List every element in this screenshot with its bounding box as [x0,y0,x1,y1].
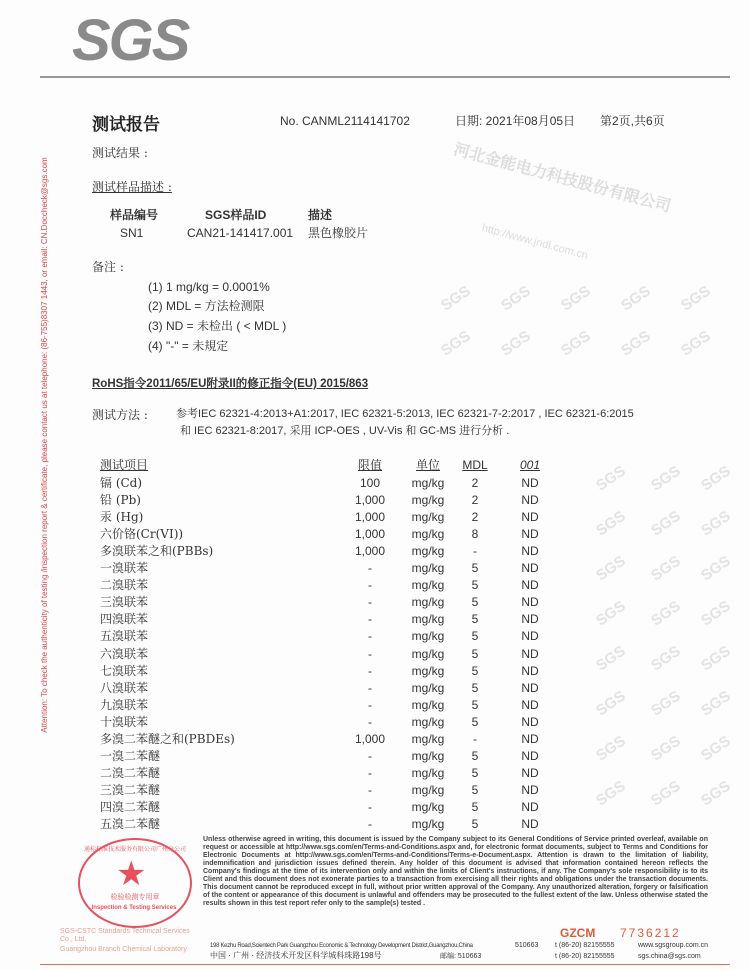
result-001: ND [521,629,539,644]
sgs-watermark: SGS [697,507,734,540]
table-row [100,817,560,834]
page-title: 测试报告 [92,115,160,134]
limit: 1,000 [354,493,386,508]
method-line-1: 参考IEC 62321-4:2013+A1:2017, IEC 62321-5:2013, IEC 62321-7-2:2017 , IEC 62321-6:2015 [176,408,634,420]
table-row [100,629,560,646]
unit: mg/kg [411,714,445,729]
note-item: (2) MDL = 方法检测限 [148,299,265,313]
note-item: (4) "-" = 未規定 [148,339,229,353]
table-row [100,493,560,510]
sgs-watermark: SGS [697,462,734,495]
sample-header-no: 样品编号 [110,208,159,222]
footer-company-2: Guangzhou Branch Chemical Laboratory [60,946,187,953]
result-001: ND [521,527,539,542]
table-row [100,749,560,766]
limit: - [368,612,372,627]
table-row [100,544,560,561]
serial-number: 7736212 [620,926,681,940]
limit: 1,000 [354,544,386,559]
limit: - [368,578,372,593]
result-001: ND [521,476,539,490]
sgs-watermark: SGS [437,282,474,315]
mdl: 5 [471,817,479,831]
item-name: 镉 (Cd) [100,476,143,490]
item-name: 多溴二苯醚之和(PBDEs) [100,731,235,746]
unit: mg/kg [411,629,445,644]
sgs-watermark: SGS [647,597,684,630]
item-name: 七溴联苯 [100,663,149,678]
mdl: 5 [471,714,479,729]
result-001: ND [521,595,539,610]
report-date: 日期: 2021年08月05日 [455,114,576,128]
item-name: 十溴联苯 [100,714,149,729]
mdl: 5 [471,765,479,780]
page-indicator: 第2页,共6页 [600,114,665,128]
company-watermark: 河北金能电力科技股份有限公司 [451,141,673,216]
email-link[interactable]: sgs.china@sgs.com [638,953,701,960]
item-name: 四溴二苯醚 [100,799,161,814]
sgs-watermark: SGS [557,327,594,360]
unit: mg/kg [411,731,445,746]
limit: - [368,663,372,678]
mdl: 5 [471,680,479,695]
sgs-watermark: SGS [677,327,714,360]
mdl: 5 [471,646,479,661]
sgs-watermark: SGS [677,282,714,315]
sgs-watermark: SGS [497,282,534,315]
sample-id: CAN21-141417.001 [187,226,294,240]
unit: mg/kg [411,561,445,576]
table-row [100,647,560,664]
result-001: ND [521,748,539,763]
result-001: ND [521,544,539,559]
item-name: 五溴联苯 [100,629,149,644]
item-name: 二溴联苯 [100,578,149,593]
url-watermark: http://www.jndl.com.cn [480,222,590,262]
table-row [100,664,560,681]
report-number: No. CANML2114141702 [280,114,410,128]
unit: mg/kg [411,544,445,559]
limit: 1,000 [354,510,386,525]
result-001: ND [521,714,539,729]
sgs-watermark: SGS [697,687,734,720]
item-name: 六溴联苯 [100,646,149,661]
results-header-row [100,458,560,475]
directive-heading: RoHS指令2011/65/EU附录II的修正指令(EU) 2015/863 [92,378,369,390]
notes-label: 备注 : [92,260,124,274]
unit: mg/kg [411,799,445,814]
unit: mg/kg [411,782,445,797]
unit: mg/kg [411,646,445,661]
table-row [100,800,560,817]
mdl: 5 [471,561,479,576]
limit: - [368,646,372,661]
item-name: 三溴联苯 [100,595,149,610]
header-limit: 限值 [357,458,382,472]
mdl: 2 [471,476,479,490]
unit: mg/kg [411,663,445,678]
mdl: 2 [471,493,479,508]
note-item: (3) ND = 未检出 ( < MDL ) [148,319,287,333]
mdl: 5 [471,578,479,593]
result-001: ND [521,782,539,797]
unit: mg/kg [411,476,445,490]
result-001: ND [521,680,539,695]
unit: mg/kg [411,527,445,542]
sgs-watermark: SGS [697,552,734,585]
method-label: 测试方法 : [92,408,148,422]
sample-no: SN1 [120,226,144,240]
result-001: ND [521,646,539,661]
result-001: ND [521,561,539,576]
sgs-watermark: SGS [592,507,629,540]
table-row [100,612,560,629]
limit: - [368,561,372,576]
result-001: ND [521,612,539,627]
table-row [100,561,560,578]
result-001: ND [521,799,539,814]
table-row [100,595,560,612]
results-label: 测试结果 : [92,146,148,160]
item-name: 多溴联苯之和(PBBs) [100,544,214,559]
sgs-watermark: SGS [592,552,629,585]
table-row [100,578,560,595]
zip-cn: 邮编: 510663 [440,953,482,960]
result-001: ND [521,663,539,678]
sgs-watermark: SGS [592,732,629,765]
result-001: ND [521,731,539,746]
sample-header-id: SGS样品ID [205,208,267,222]
mdl: 5 [471,629,479,644]
header-sample-001: 001 [519,458,541,472]
mdl: 5 [471,595,479,610]
sgs-watermark: SGS [647,642,684,675]
sgs-watermark: SGS [617,327,654,360]
item-name: 九溴联苯 [100,697,149,712]
address-en: 198 Kezhu Road,Scientech Park Guangzhou Economic & Technology Development District,Guangzhou,China [210,943,473,949]
sgs-watermark: SGS [647,777,684,810]
sgs-watermark: SGS [697,732,734,765]
unit: mg/kg [411,765,445,780]
item-name: 三溴二苯醚 [100,782,161,797]
header-unit: 单位 [415,458,440,472]
table-row [100,715,560,732]
item-name: 四溴联苯 [100,612,149,627]
mdl: 5 [471,782,479,797]
mdl: 5 [471,663,479,678]
limit: - [368,680,372,695]
mdl: 2 [471,510,479,525]
address-cn: 中国 · 广州 · 经济技术开发区科学城科珠路198号 [210,951,382,960]
limit: - [368,799,372,814]
limit: - [368,697,372,712]
website-link[interactable]: www.sgsgroup.com.cn [638,942,709,949]
limit: - [368,817,372,831]
unit: mg/kg [411,817,445,831]
table-row [100,527,560,544]
unit: mg/kg [411,748,445,763]
sgs-watermark: SGS [617,282,654,315]
telephone-2: t (86-20) 82155555 [555,953,615,960]
unit: mg/kg [411,578,445,593]
limit: - [368,595,372,610]
sgs-watermark: SGS [497,327,534,360]
header-divider [40,76,730,78]
seal-center-text: 检验检测专用章 [110,894,160,901]
item-name: 一溴联苯 [100,561,149,576]
mdl: 5 [471,748,479,763]
limit: - [368,714,372,729]
sample-header-desc: 描述 [308,208,333,222]
unit: mg/kg [411,697,445,712]
table-row [100,766,560,783]
seal-english: Inspection & Testing Services [91,905,177,911]
unit: mg/kg [411,680,445,695]
item-name: 一溴二苯醚 [100,748,161,763]
sgs-watermark: SGS [557,282,594,315]
unit: mg/kg [411,510,445,525]
mdl: 5 [471,799,479,814]
item-name: 六价铬(Cr(VI)) [100,527,184,542]
limit: - [368,782,372,797]
result-001: ND [521,697,539,712]
sgs-watermark: SGS [437,327,474,360]
method-line-2: 和 IEC 62321-8:2017, 采用 ICP-OES , UV-Vis 和 GC-MS 进行分析 . [180,425,510,437]
sgs-watermark: SGS [592,777,629,810]
seal-star-icon: ★ [116,855,147,893]
sgs-watermark: SGS [592,597,629,630]
limit: - [368,765,372,780]
item-name: 铅 (Pb) [100,493,141,508]
sgs-watermark: SGS [592,642,629,675]
seal-ring-text: 通标标准技术服务有限公司广州分公司 [83,847,186,853]
table-row [100,681,560,698]
item-name: 二溴二苯醚 [100,765,161,780]
sgs-logo: SGS [72,8,189,73]
unit: mg/kg [411,612,445,627]
telephone-1: t (86-20) 82155555 [555,942,615,949]
mdl: - [473,731,477,746]
sgs-watermark: SGS [647,732,684,765]
mdl: 8 [471,527,479,542]
header-item: 测试项目 [100,458,149,472]
table-row [100,698,560,715]
sample-description-label: 测试样品描述 : [92,180,172,194]
item-name: 八溴联苯 [100,680,149,695]
note-item: (1) 1 mg/kg = 0.0001% [148,280,270,294]
sample-desc: 黑色橡胶片 [308,226,369,240]
mdl: - [473,544,477,559]
limit: 1,000 [354,731,386,746]
sgs-watermark: SGS [647,507,684,540]
limit: 100 [359,476,381,490]
item-name: 汞 (Hg) [100,510,144,525]
disclaimer: Unless otherwise agreed in writing, this document is issued by the Company subject to its General Conditions of Service printed overleaf, available on request or accessible at http://www.sgs.com/en/Terms-and-Conditions.aspx and, for electronic format documents, subject to Terms and Conditions for Electronic Documents at http://www.sgs.com/en/Terms-and-Conditions/Terms-e-Document.aspx. Attention is drawn to the limitation of liability, indemnification and jurisdiction issues defined therein. Any holder of this document is advised that information contained hereon reflects the Company's findings at the time of its intervention only and within the limits of Client's instructions, if any. The Company's sole responsibility is to its Client and this document does not exonerate parties to a transaction from exercising all their rights and obligations under the transaction documents. This document cannot be reproduced except in full, without prior written approval of the Company. Any unauthorized alteration, forgery or falsification of the content or appearance of this document is unlawful and offenders may be prosecuted to the fullest extent of the law. Unless otherwise stated the results shown in this test report refer only to the sample(s) tested . [203,836,708,907]
mdl: 5 [471,612,479,627]
unit: mg/kg [411,595,445,610]
zip-en: 510663 [515,942,539,949]
limit: - [368,748,372,763]
sgs-watermark: SGS [647,552,684,585]
result-001: ND [521,578,539,593]
result-001: ND [521,765,539,780]
sgs-watermark: SGS [592,687,629,720]
limit: - [368,629,372,644]
sgs-watermark: SGS [697,597,734,630]
limit: 1,000 [354,527,386,542]
result-001: ND [521,817,539,831]
item-name: 五溴二苯醚 [100,817,161,831]
sgs-watermark: SGS [647,687,684,720]
table-row [100,476,560,493]
footer-company-1: SGS-CSTC Standards Technical Services Co., Ltd. [60,928,190,943]
mdl: 5 [471,697,479,712]
result-001: ND [521,493,539,508]
unit: mg/kg [411,493,445,508]
sgs-watermark: SGS [697,777,734,810]
result-001: ND [521,510,539,525]
footer-divider [40,964,730,965]
authenticity-notice: Attention: To check the authenticity of testing /inspection report & certificate, please contact us at telephone: (86-755)8307 1443, or email: CN.Doccheck@sgs.com [40,157,49,733]
lab-code: GZCM [560,926,596,940]
sgs-watermark: SGS [647,462,684,495]
table-row [100,732,560,749]
header-mdl: MDL [462,458,488,472]
sgs-watermark: SGS [592,462,629,495]
table-row [100,783,560,800]
table-row [100,510,560,527]
sgs-watermark: SGS [697,642,734,675]
